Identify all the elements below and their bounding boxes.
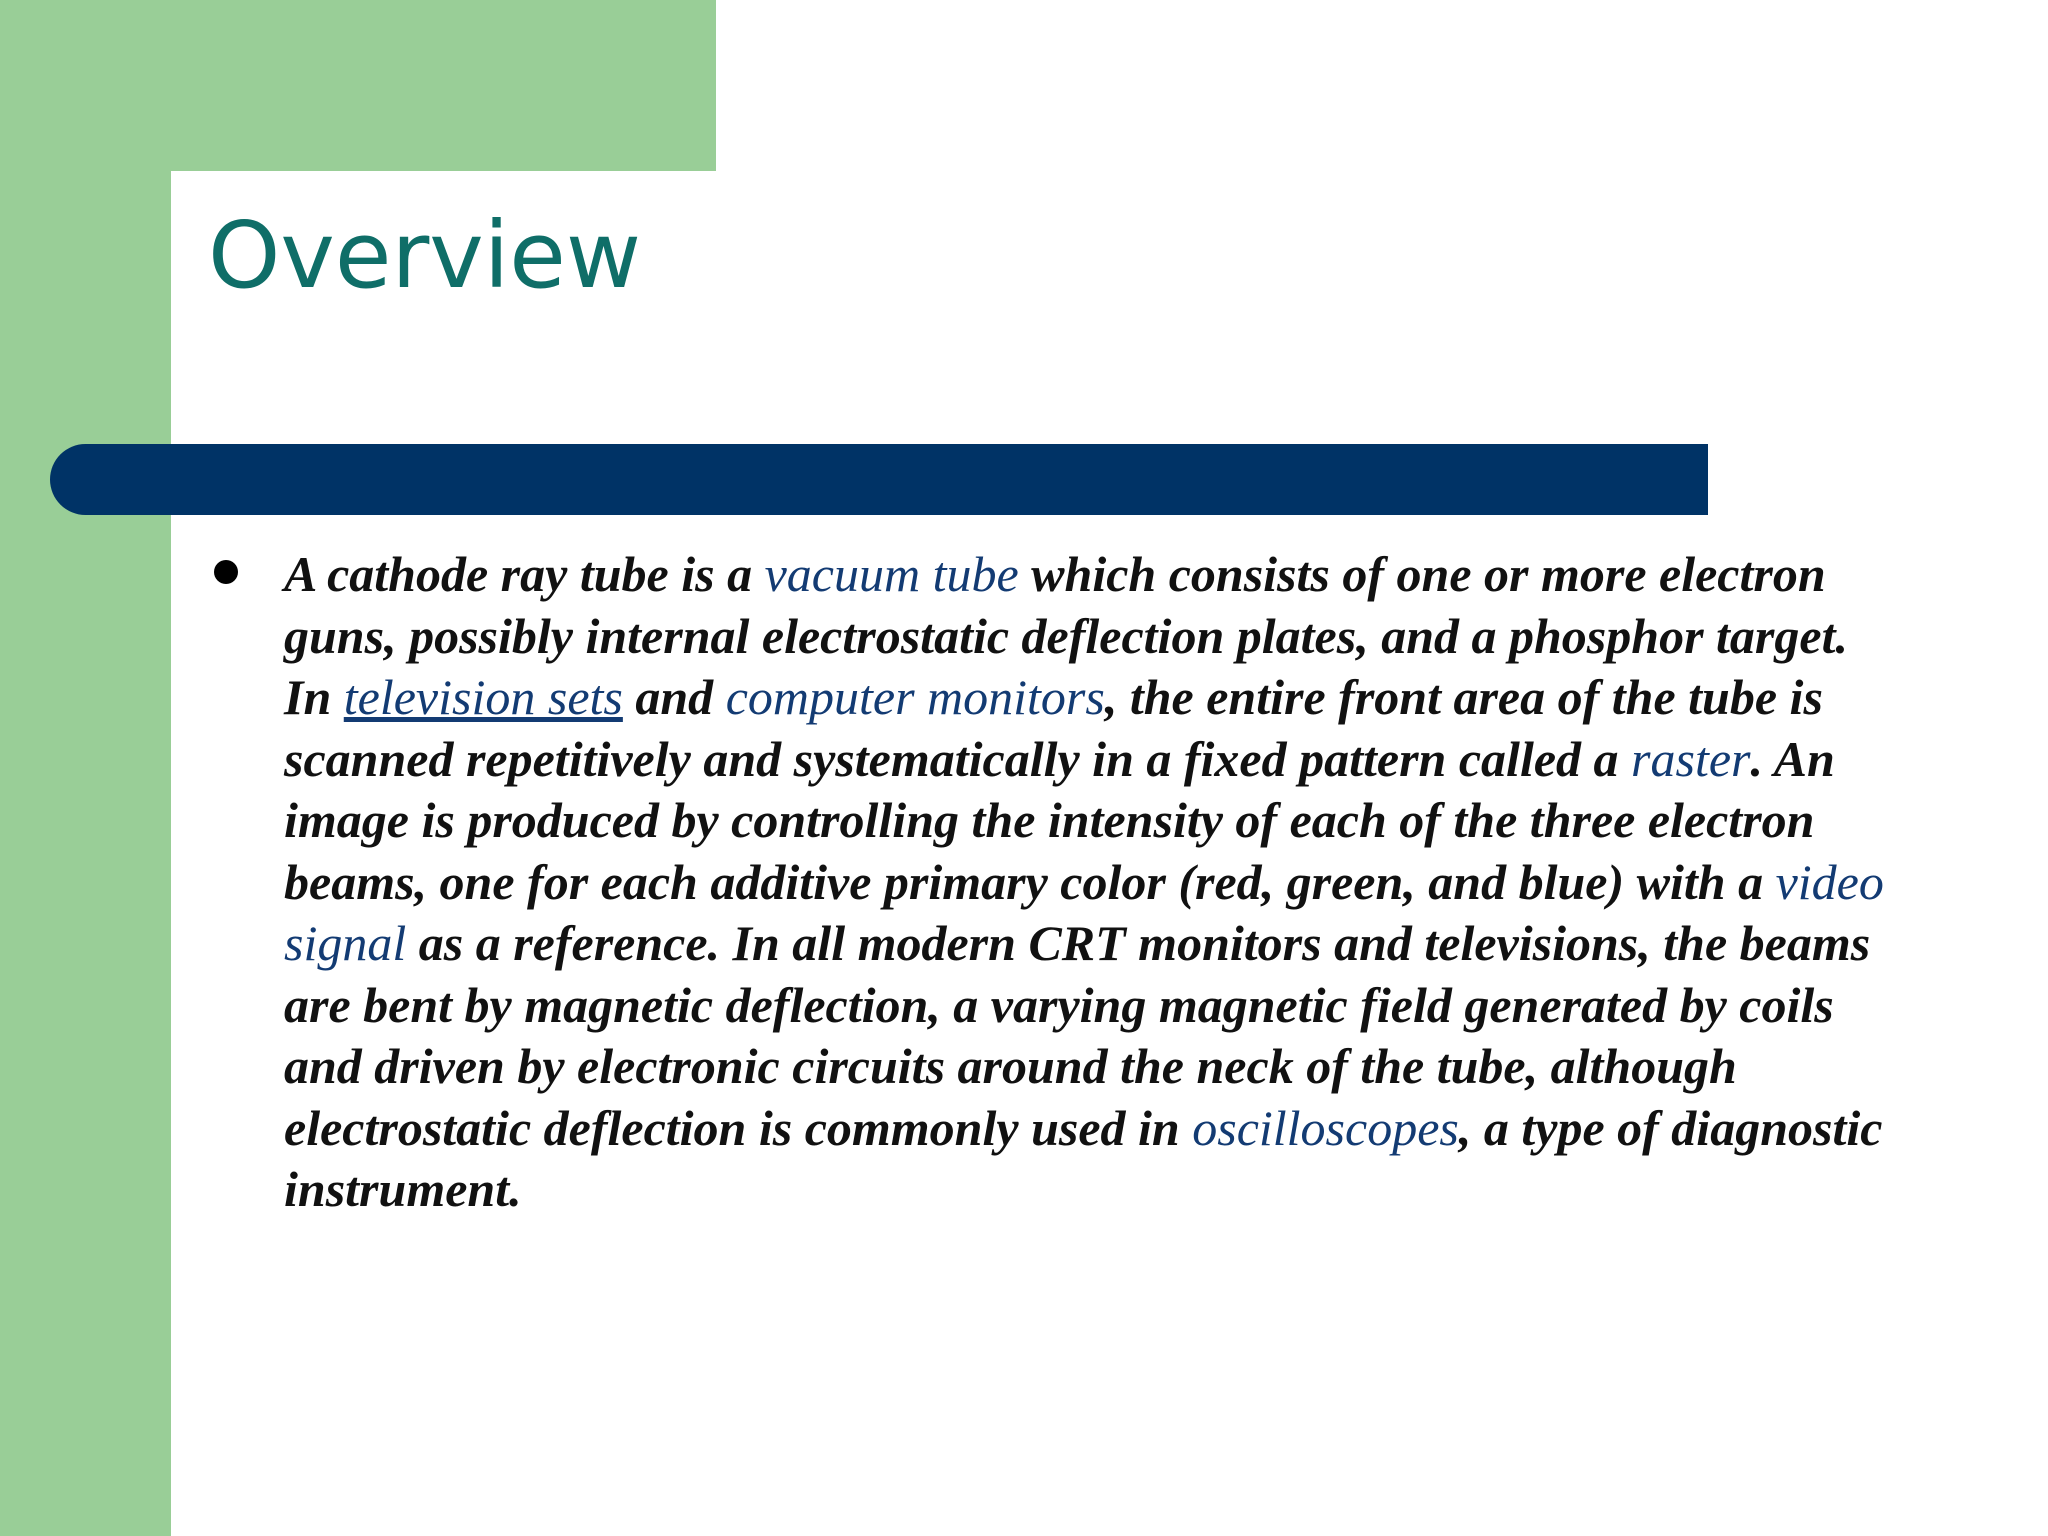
text-segment: A cathode ray tube is a bbox=[284, 546, 765, 602]
title-divider-bar bbox=[50, 444, 1708, 515]
link-vacuum-tube[interactable]: vacuum tube bbox=[764, 546, 1019, 602]
link-television-sets[interactable]: television sets bbox=[343, 669, 623, 725]
bullet-dot-icon bbox=[214, 560, 238, 584]
link-oscilloscopes[interactable]: oscilloscopes bbox=[1192, 1099, 1459, 1156]
text-segment: and bbox=[622, 669, 726, 725]
bullet-text bbox=[284, 544, 1904, 1221]
bullet-item bbox=[208, 544, 1908, 1221]
text-segment: , a type of diagnostic instrument. bbox=[284, 1099, 1883, 1217]
text-segment: which consists of one or more electron guns, possibly internal electrostatic deflection plates, and a phosphor target. In bbox=[284, 546, 1848, 725]
link-raster[interactable]: raster bbox=[1631, 730, 1751, 787]
link-video-signal[interactable]: video signal bbox=[284, 853, 1884, 971]
text-segment: , the entire front area of the tube is scanned repetitively and systematically in a fixed pattern called a bbox=[284, 669, 1823, 787]
text-segment: as a reference. In all modern CRT monitors and televisions, the beams are bent by magnetic deflection, a varying magnetic field generated by coils and driven by electronic circuits around the neck of the tube, although electrostatic deflection is commonly used in bbox=[284, 915, 1871, 1156]
slide-title: Overview bbox=[208, 202, 642, 309]
green-side-bar bbox=[0, 0, 171, 1536]
link-computer-monitors[interactable]: computer monitors bbox=[725, 669, 1105, 725]
text-segment: . An image is produced by controlling the intensity of each of the three electron beams, one for each additive primary color (red, green, and blue) with a bbox=[284, 730, 1835, 910]
